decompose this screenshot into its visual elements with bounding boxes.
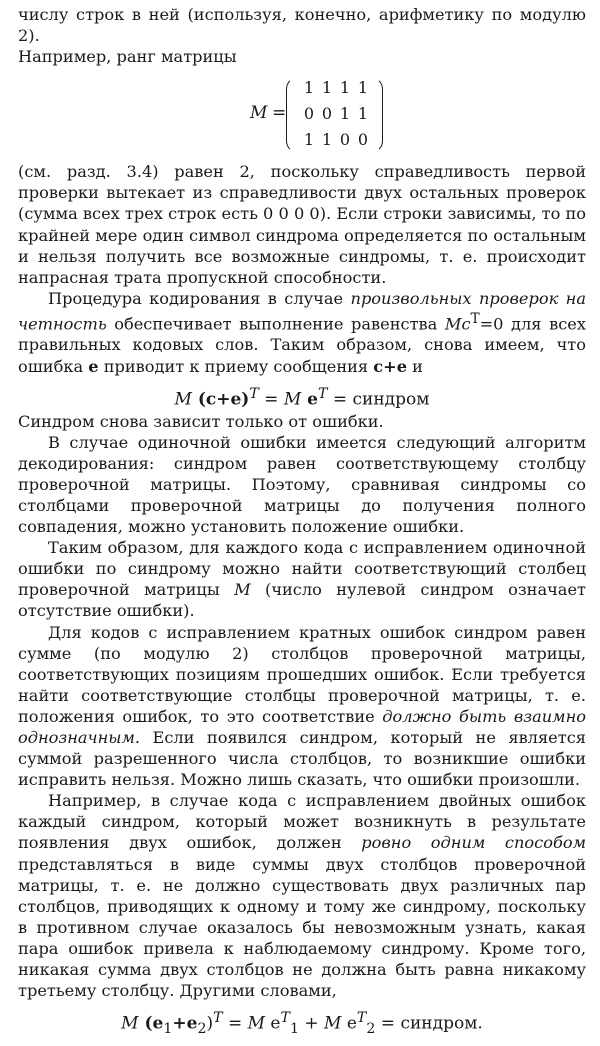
text-span: и	[407, 356, 423, 376]
math-term: (e	[138, 1013, 164, 1034]
matrix-cell: 1	[303, 130, 315, 150]
paragraph-rank: (см. разд. 3.4) равен 2, поскольку справедливость первой проверки вытекает из справедливости двух остальных проверок (сумма всех трех строк есть 0 0 0 0). Если строки зависимы, то по крайней мере один символ синдрома определяется по остальным и нельзя получить все возможные синдромы, т. е. происходит напрасная трата пропускной способности.	[18, 162, 586, 287]
matrix-cell: 1	[357, 78, 369, 98]
math-superscript: T	[249, 385, 259, 402]
right-paren	[370, 77, 383, 153]
matrix-cell: 1	[339, 78, 351, 98]
formula-syndrome	[18, 377, 586, 411]
math-subscript: 1	[289, 1021, 299, 1038]
paragraph-syndrome-depends: Синдром снова зависит только от ошибки.	[18, 411, 384, 431]
matrix-cell: 0	[303, 104, 315, 124]
text-span: Например, в случае кода с исправлением двойных ошибок каждый синдром, который может возникнуть в результате появления двух ошибок, должен	[18, 791, 586, 853]
paragraph-encoding	[18, 288, 586, 377]
emphasis-text: должно быть взаимно однозначным.	[18, 706, 586, 748]
math-superscript: T	[318, 385, 328, 402]
math-subscript: 2	[366, 1021, 376, 1038]
emphasis-text: произвольных проверок на четность	[18, 288, 586, 334]
math-superscript: T	[356, 1010, 367, 1027]
matrix-cell: 1	[303, 78, 315, 98]
matrix-row	[300, 129, 372, 150]
text-span: представляться в виде суммы двух столбцов проверочной матрицы, т. е. не должно существовать двух различных пар столбцов, приводящих к одному и тому же синдрому, поскольку в противном случае оказалось бы невозможным узнать, какая пара ошибок привела к наблюдаемому синдрому. Кроме того, никакая сумма двух столбцов не должна быть равна никакому третьему столбцу. Другими словами,	[18, 854, 586, 1001]
matrix-cell: 1	[321, 78, 333, 98]
math-op: = синдром.	[375, 1013, 483, 1034]
matrix-cell: 0	[357, 130, 369, 150]
matrix-cell: 1	[357, 104, 369, 124]
text-span: обеспечивает выполнение равенства	[106, 314, 445, 334]
left-paren	[286, 77, 299, 153]
math-term: Mc	[444, 314, 471, 334]
text-span: =0 для всех правильных кодовых слов. Таким образом, снова имеем, что ошибка	[18, 314, 586, 376]
math-op: =	[258, 389, 284, 410]
paragraph-single-error: В случае одиночной ошибки имеется следующий алгоритм декодирования: синдром равен соответствующему столбцу проверочной матрицы. Поэтому, сравнивая синдромы со столбцами проверочной матрицы до получения полного совпадения, можно установить положение ошибки.	[18, 432, 586, 537]
emphasis-text: ровно одним способом	[361, 833, 586, 853]
matrix-label: M	[250, 103, 268, 124]
text-span: (число нулевой синдром означает отсутствие ошибки).	[18, 580, 586, 621]
math-superscript: T	[470, 310, 480, 327]
text-span: приводит к приему сообщения	[98, 356, 374, 376]
math-op: =	[222, 1013, 248, 1034]
math-op: = синдром	[327, 389, 430, 410]
math-var: M	[234, 580, 251, 600]
paragraph-multiple-errors	[18, 622, 586, 791]
math-var: M	[247, 1013, 266, 1034]
matrix-cell: 1	[321, 130, 333, 150]
text-span: Если появился синдром, который не является суммой разрешенного числа столбцов, то возникшие ошибки исправить нельзя. Можно лишь сказать, что ошибки произошли.	[18, 728, 586, 790]
matrix-row	[300, 103, 372, 124]
math-term: e	[265, 1013, 281, 1034]
math-term: e	[88, 356, 99, 376]
text-span: Таким образом, для каждого кода с исправлением одиночной ошибки по синдрому можно найти соответствующий столбец проверочной матрицы	[18, 538, 586, 600]
math-subscript: 2	[197, 1021, 207, 1038]
matrix-cell: 0	[321, 104, 333, 124]
matrix-equals: =	[272, 103, 287, 124]
math-op: +	[298, 1013, 325, 1034]
text-span: Процедура кодирования в случае	[48, 288, 351, 308]
formula-double-syndrome	[18, 1001, 586, 1038]
math-var: M	[283, 389, 302, 410]
matrix-cell: 0	[339, 130, 351, 150]
math-superscript: T	[213, 1010, 223, 1027]
math-op: )	[206, 1013, 214, 1034]
math-var: M	[174, 389, 192, 410]
math-term: e	[341, 1013, 357, 1034]
math-term: e	[301, 389, 318, 410]
paragraph-double-errors	[18, 790, 586, 1001]
math-subscript: 1	[163, 1021, 173, 1038]
math-var: M	[121, 1013, 139, 1034]
text-span: Для кодов с исправлением кратных ошибок синдром равен сумме (по модулю 2) столбцов проверочной матрицы, соответствующих позициям прошедших ошибок. Если требуется найти соответствующие столбцы проверочной матрицы, т. е. положения ошибок, то это соответствие	[18, 622, 586, 726]
math-superscript: T	[280, 1010, 290, 1027]
text-line-1: числу строк в ней (используя, конечно, арифметику по модулю 2).	[18, 5, 586, 46]
math-term: c+e	[373, 356, 407, 376]
math-var: M	[324, 1013, 342, 1034]
matrix-equation	[18, 69, 586, 161]
text-line-2: Например, ранг матрицы	[18, 47, 237, 67]
matrix-row	[300, 77, 372, 98]
math-term: +e	[172, 1013, 198, 1034]
matrix-cell: 1	[339, 104, 351, 124]
paragraph-thus	[18, 537, 586, 621]
math-term: (c+e)	[191, 389, 250, 410]
